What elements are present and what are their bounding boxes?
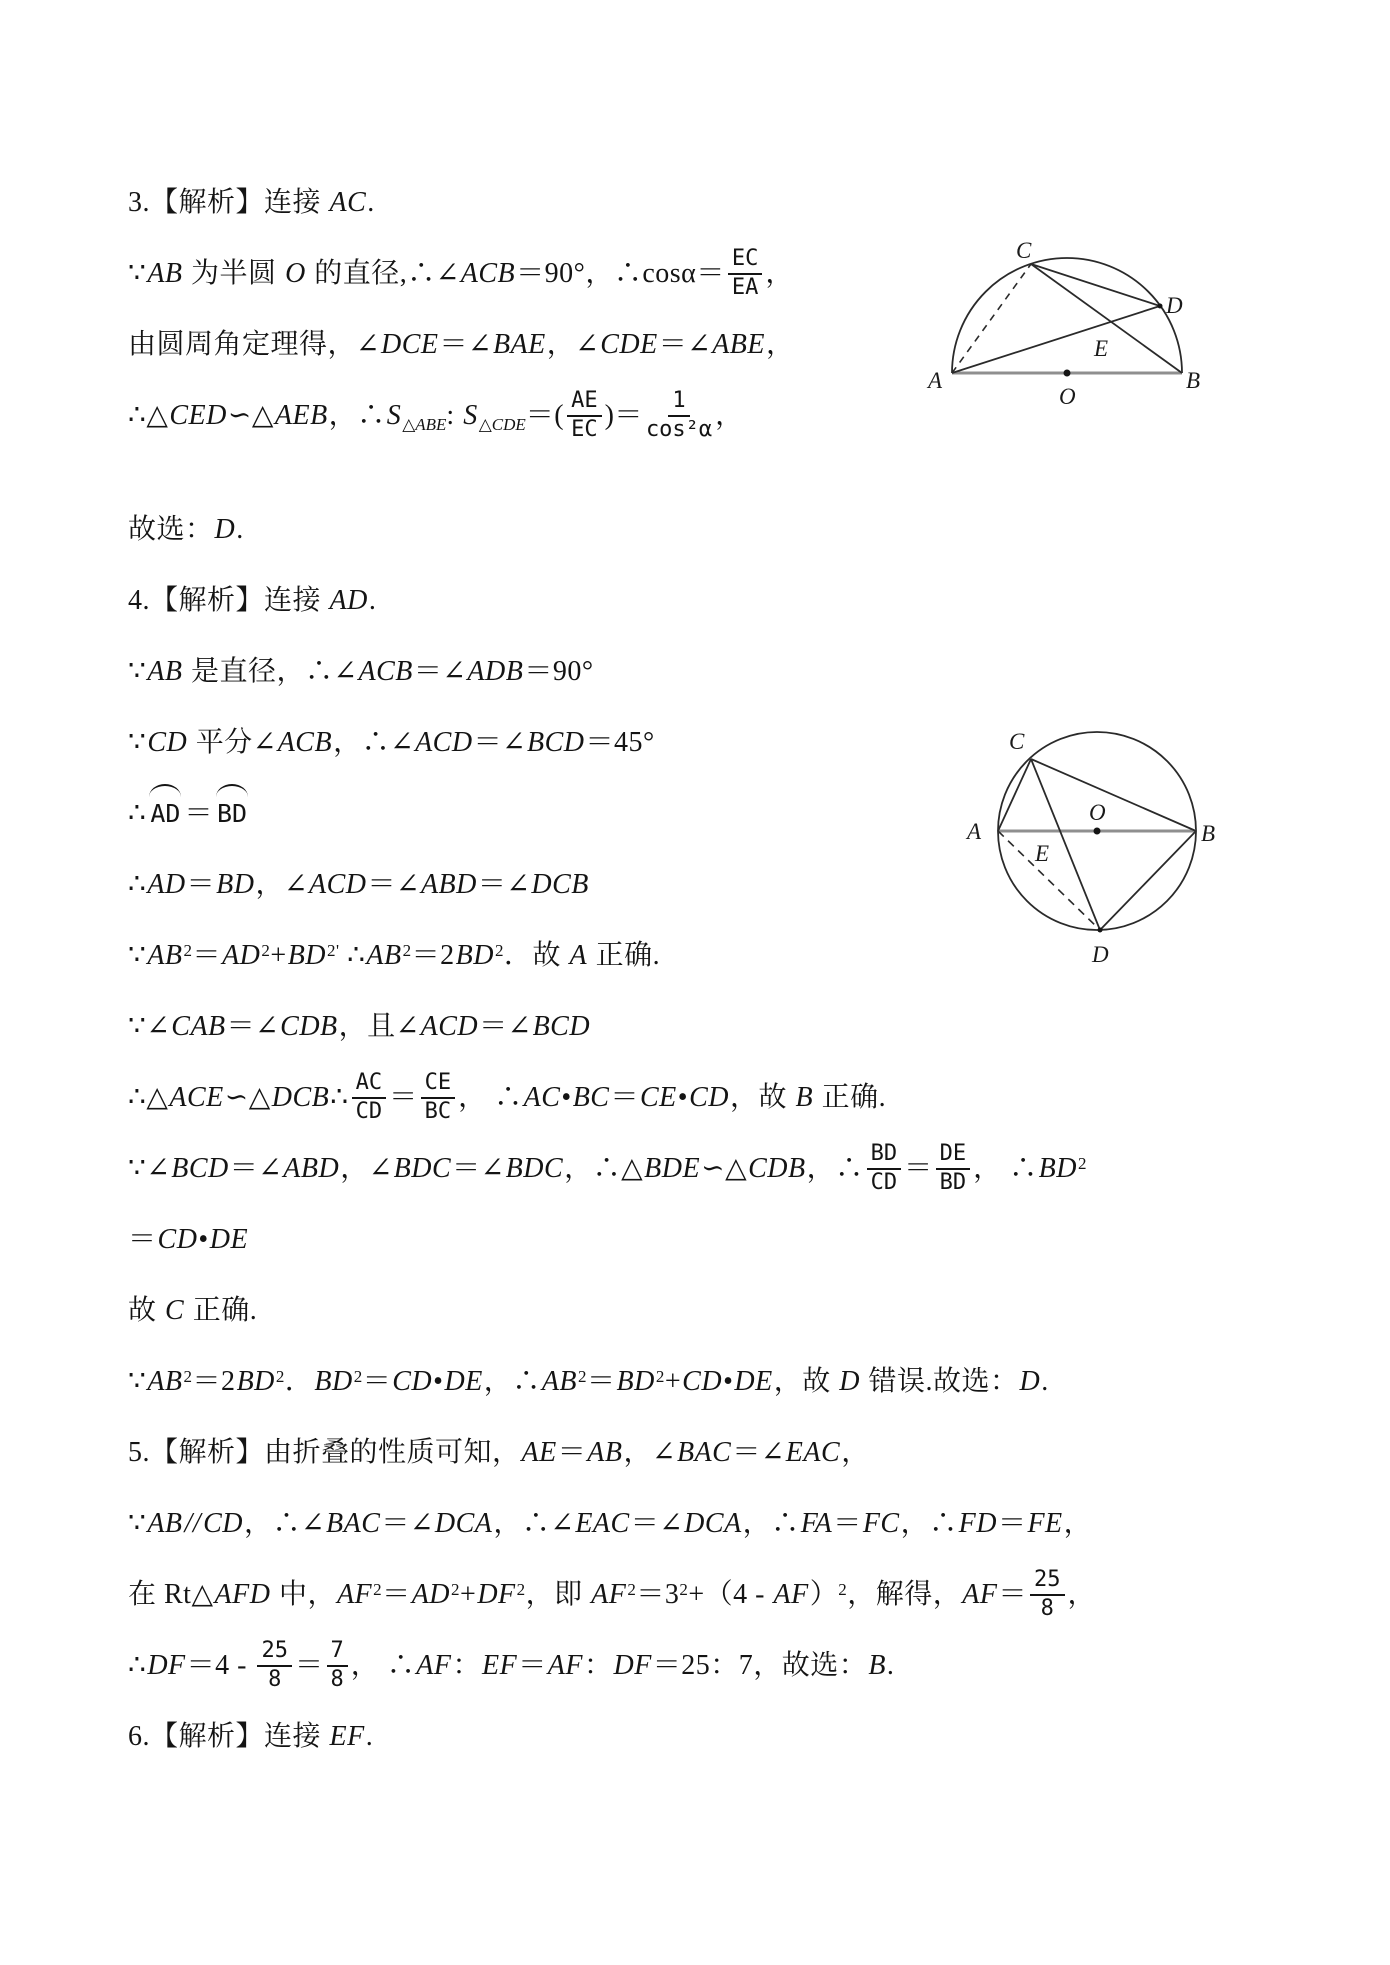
math-segment: DF	[477, 1579, 516, 1610]
math-segment: DE	[444, 1366, 483, 1397]
math-segment: ∴	[128, 798, 147, 829]
math-segment: D	[1019, 1366, 1041, 1397]
math-segment: EF	[329, 1721, 365, 1752]
math-segment: BD	[216, 869, 255, 900]
math-segment: .	[886, 1650, 895, 1681]
math-segment: •	[433, 1366, 444, 1397]
math-segment: DCB	[531, 869, 589, 900]
math-segment: ABE	[712, 329, 765, 360]
math-segment: $\frac{CE}{BC}$	[421, 1071, 456, 1124]
math-segment: BDC	[505, 1153, 564, 1184]
math-segment: BAC	[325, 1508, 381, 1539]
math-segment: D	[839, 1366, 860, 1397]
math-segment: BD	[1038, 1153, 1077, 1184]
math-segment: 2	[402, 941, 412, 960]
math-segment: ＝3	[636, 1579, 680, 1610]
math-segment: ＝	[587, 1366, 616, 1397]
math-segment: ，	[1063, 1508, 1093, 1539]
math-segment: ，∴	[742, 1508, 800, 1539]
math-segment: 2	[578, 1367, 588, 1386]
math-segment: $S_{\triangle ABE}$	[386, 400, 447, 434]
math-segment: CD	[392, 1366, 433, 1397]
math-segment: 2	[516, 1580, 526, 1599]
math-segment: ，∴∠	[244, 1508, 325, 1539]
math-segment: AFD	[214, 1579, 271, 1610]
math-segment: BCD	[171, 1153, 229, 1184]
math-segment: //	[184, 1508, 202, 1539]
math-segment: ＝∠	[658, 329, 712, 360]
math-segment: ＝	[184, 798, 213, 829]
math-segment: ＝	[518, 1650, 547, 1681]
point-label-o: O	[1059, 384, 1076, 409]
math-segment: 平分∠	[188, 727, 277, 758]
math-segment: ＝∠	[439, 329, 492, 360]
math-segment: CE	[640, 1082, 677, 1113]
math-segment: $\frac{1}{\text{cos²α}}$	[645, 387, 713, 442]
sol5-step1	[128, 1503, 1360, 1545]
sol4-step10	[128, 1361, 1360, 1403]
math-segment: ＝90°	[524, 656, 594, 687]
math-segment: ＝∠	[732, 1437, 785, 1468]
math-segment: C	[165, 1295, 185, 1326]
math-segment: 2	[494, 941, 504, 960]
sol5-intro	[128, 1432, 1360, 1474]
math-segment: •	[198, 1224, 209, 1255]
math-segment: FC	[862, 1508, 900, 1539]
math-segment: ＝∠	[381, 1508, 434, 1539]
sol4-intro	[128, 580, 1360, 622]
math-segment: EF	[482, 1650, 518, 1681]
math-segment: ，∠	[255, 869, 308, 900]
center-dot-o	[1094, 828, 1101, 835]
math-segment: 错误.故选：	[860, 1366, 1019, 1397]
point-label-d: D	[1092, 942, 1109, 967]
math-segment: AD	[222, 940, 261, 971]
sol3-answer	[128, 509, 1360, 551]
math-segment: 2	[679, 1580, 689, 1599]
math-segment: 故选：	[128, 514, 214, 545]
math-segment: BCD	[527, 727, 585, 758]
math-segment: ＝45°	[585, 727, 655, 758]
point-label-d: D	[1166, 293, 1183, 318]
math-segment: DF	[147, 1650, 186, 1681]
math-segment: ＝	[904, 1153, 933, 1184]
math-segment: BD	[236, 1366, 275, 1397]
math-segment: ＝(	[525, 400, 565, 431]
math-segment: 正确.	[588, 940, 661, 971]
math-segment: CD	[203, 1508, 244, 1539]
math-segment: ， ∴	[350, 1650, 416, 1681]
math-segment: ，	[765, 258, 794, 289]
math-segment: $\frac{25}{8}$	[257, 1639, 292, 1692]
math-segment: ＝	[362, 1366, 392, 1397]
math-segment: FD	[958, 1508, 997, 1539]
math-segment: AD	[329, 585, 368, 616]
math-segment: ∵	[128, 656, 147, 687]
math-segment: AD	[147, 869, 186, 900]
math-segment: 由圆周角定理得，∠	[128, 329, 380, 360]
math-segment: B	[795, 1082, 814, 1113]
math-segment: ＝∠	[452, 1153, 505, 1184]
math-segment: $\frac{AE}{EC}$	[567, 389, 602, 442]
math-segment: ，∴	[806, 1153, 864, 1184]
math-segment: AE	[521, 1437, 557, 1468]
math-segment: ＝∠	[367, 869, 420, 900]
math-segment: CED	[169, 400, 227, 431]
math-segment: ∴△	[128, 400, 169, 431]
math-segment: ∴	[339, 940, 366, 971]
math-segment: ∽△	[227, 400, 274, 431]
chord-ca	[998, 759, 1031, 831]
sol4-step1	[128, 651, 1360, 693]
math-segment: ＝	[128, 1224, 157, 1255]
math-segment: ACB	[277, 727, 333, 758]
math-segment: ∴	[128, 1650, 147, 1681]
math-segment: .	[365, 1721, 374, 1752]
math-segment: ， ∴	[973, 1153, 1038, 1184]
math-segment: DE	[734, 1366, 773, 1397]
math-segment: :	[446, 400, 463, 431]
math-segment: ACD	[308, 869, 367, 900]
point-label-o: O	[1089, 800, 1106, 825]
math-segment: ∵∠	[128, 1011, 171, 1042]
math-segment: ＝25：7，故选：	[652, 1650, 868, 1681]
math-segment: AB	[147, 1366, 183, 1397]
math-segment: ，∴	[483, 1366, 541, 1397]
math-segment: 2	[655, 1367, 665, 1386]
math-segment: AB	[147, 258, 183, 289]
math-segment: .	[1041, 1366, 1049, 1397]
math-segment: ＝	[997, 1508, 1027, 1539]
math-segment: ∴	[128, 869, 147, 900]
math-segment: ，∴	[328, 400, 386, 431]
math-segment: ＝	[998, 1579, 1027, 1610]
math-segment: 2	[261, 941, 271, 960]
math-segment: ∴△	[128, 1082, 169, 1113]
math-segment: 中，	[271, 1579, 336, 1610]
sol5-step3	[128, 1637, 1360, 1692]
math-segment: 的直径,∴∠	[306, 258, 460, 289]
sol3-intro	[128, 182, 1360, 224]
math-segment: BD	[455, 940, 494, 971]
math-segment: ∵	[128, 1508, 147, 1539]
math-segment: ．	[284, 1366, 314, 1397]
point-label-a: A	[967, 819, 982, 844]
math-segment: ＝	[833, 1508, 862, 1539]
math-segment: 3.【解析】连接	[128, 187, 329, 218]
math-segment: ，∠	[623, 1437, 676, 1468]
math-segment: AB	[147, 1508, 183, 1539]
math-segment: $S_{\triangle CDE}$	[463, 400, 526, 434]
math-segment: ＝	[192, 940, 222, 971]
math-segment: BDC	[393, 1153, 452, 1184]
math-segment: B	[868, 1650, 886, 1681]
math-segment: •	[561, 1082, 572, 1113]
math-segment: EAC	[575, 1508, 630, 1539]
math-segment: ， ∴	[458, 1082, 523, 1113]
math-segment: 故	[128, 1295, 165, 1326]
math-segment: D	[214, 514, 236, 545]
math-segment: CDB	[280, 1011, 338, 1042]
math-segment: DE	[209, 1224, 249, 1255]
math-segment: $\frac{25}{8}$	[1030, 1568, 1065, 1621]
math-segment: ∴	[330, 1082, 349, 1113]
point-dot-d	[1158, 304, 1163, 309]
math-segment: DCA	[684, 1508, 742, 1539]
point-label-a: A	[928, 368, 943, 393]
math-segment: ，	[841, 1437, 870, 1468]
math-segment: ，∠	[340, 1153, 393, 1184]
math-segment: ∵	[128, 727, 147, 758]
math-segment: ACE	[169, 1082, 224, 1113]
math-segment: CDE	[600, 329, 658, 360]
math-segment: ＝2	[192, 1366, 236, 1397]
math-segment: +（4 -	[688, 1579, 773, 1610]
math-segment: BC	[572, 1082, 610, 1113]
math-segment: BAE	[492, 329, 546, 360]
math-segment: CDB	[748, 1153, 806, 1184]
math-segment: ，故	[773, 1366, 839, 1397]
math-segment: ＝	[186, 869, 216, 900]
math-segment: $\frac{7}{8}$	[327, 1639, 348, 1692]
math-segment: ∵	[128, 940, 147, 971]
math-segment: BDE	[644, 1153, 701, 1184]
math-segment: 是直径，∴∠	[183, 656, 358, 687]
math-segment: AF	[416, 1650, 452, 1681]
math-segment: A	[569, 940, 588, 971]
math-segment: BAC	[676, 1437, 732, 1468]
math-segment: +	[664, 1366, 682, 1397]
math-segment: ＝∠	[473, 727, 527, 758]
math-segment: CD	[682, 1366, 723, 1397]
math-segment: AC	[329, 187, 367, 218]
math-segment: 2	[451, 1580, 461, 1599]
math-segment: 2'	[327, 941, 340, 960]
math-segment: BD	[616, 1366, 655, 1397]
math-segment: BD	[287, 940, 327, 971]
math-segment: ＝∠	[630, 1508, 684, 1539]
point-label-e: E	[1035, 841, 1050, 866]
math-segment: BCD	[532, 1011, 591, 1042]
math-segment: AF	[773, 1579, 809, 1610]
sol4-step9	[128, 1290, 1360, 1332]
math-segment: ，	[766, 329, 795, 360]
math-segment: ，∴∠	[333, 727, 415, 758]
math-segment: ，∠	[546, 329, 600, 360]
point-label-e: E	[1094, 336, 1109, 361]
math-segment: 2	[183, 941, 193, 960]
math-segment: 正确.	[185, 1295, 258, 1326]
math-segment: ＝∠	[477, 869, 531, 900]
math-segment: EAC	[785, 1437, 841, 1468]
math-segment: AF	[547, 1650, 583, 1681]
math-segment: ，解得，	[847, 1579, 962, 1610]
math-segment: )＝	[604, 400, 643, 431]
math-segment: ：	[583, 1650, 613, 1681]
math-segment: AD	[411, 1579, 451, 1610]
math-segment: ＝	[294, 1650, 324, 1681]
math-segment: ＝	[610, 1082, 639, 1113]
math-segment: ＝∠	[479, 1011, 532, 1042]
math-segment: ＝∠	[226, 1011, 280, 1042]
math-segment: 在 Rt△	[128, 1579, 214, 1610]
math-segment: ，∴∠	[493, 1508, 575, 1539]
point-label-b: B	[1186, 368, 1201, 393]
point-label-c: C	[1016, 238, 1032, 263]
chord-ad	[952, 306, 1160, 373]
math-segment: CD	[157, 1224, 198, 1255]
math-segment: DCE	[380, 329, 439, 360]
math-segment: ＝∠	[413, 656, 467, 687]
math-segment: ＝	[389, 1082, 418, 1113]
math-segment: +	[270, 940, 287, 971]
sol4-step8b	[128, 1219, 1360, 1261]
math-segment: 为半圆	[183, 258, 285, 289]
math-segment: 2	[838, 1580, 848, 1599]
math-segment: CD	[147, 727, 188, 758]
math-segment: ：	[452, 1650, 481, 1681]
sol5-step2	[128, 1566, 1360, 1621]
math-segment: ＝4 -	[186, 1650, 255, 1681]
math-segment: AEB	[274, 400, 328, 431]
math-segment: ，且∠	[338, 1011, 420, 1042]
math-segment: ADB	[467, 656, 524, 687]
math-segment: 2	[373, 1580, 383, 1599]
math-segment: AC	[523, 1082, 561, 1113]
math-segment: ABD	[420, 869, 477, 900]
math-segment: ∽△	[224, 1082, 271, 1113]
math-segment: •	[723, 1366, 734, 1397]
math-segment: AB	[147, 656, 183, 687]
math-segment: CD	[689, 1082, 729, 1113]
center-dot-o	[1064, 370, 1071, 377]
math-segment: $\frac{BD}{CD}$	[867, 1142, 902, 1195]
math-segment: .	[368, 585, 377, 616]
math-segment: ，	[1067, 1579, 1097, 1610]
math-segment: $\frac{AC}{CD}$	[352, 1071, 387, 1124]
math-segment: DCA	[434, 1508, 493, 1539]
sol4-step6	[128, 1006, 1360, 1048]
math-segment: ．故	[503, 940, 569, 971]
math-segment: ＝2	[411, 940, 455, 971]
math-segment: ∵	[128, 258, 147, 289]
math-segment: 4.【解析】连接	[128, 585, 329, 616]
math-segment: 5.【解析】由折叠的性质可知，	[128, 1437, 521, 1468]
math-segment: 正确.	[814, 1082, 887, 1113]
math-segment: ACB	[460, 258, 516, 289]
math-segment: ABD	[283, 1153, 340, 1184]
math-segment: ，	[715, 400, 744, 431]
math-segment: AD	[150, 793, 180, 835]
math-segment: ）	[809, 1579, 839, 1610]
math-segment: ACD	[420, 1011, 479, 1042]
math-segment: 2	[183, 1367, 193, 1386]
math-segment: 2	[1077, 1154, 1087, 1173]
math-segment: AF	[336, 1579, 373, 1610]
math-segment: AB	[541, 1366, 578, 1397]
math-segment: ，∴△	[564, 1153, 644, 1184]
point-label-b: B	[1201, 821, 1216, 846]
math-segment: ACB	[358, 656, 413, 687]
semicircle-diagram	[920, 230, 1320, 415]
math-segment: 2	[275, 1367, 285, 1386]
math-segment: ，即	[525, 1579, 591, 1610]
math-segment: $\frac{EC}{EA}$	[728, 247, 763, 300]
math-segment: ∵	[128, 1366, 147, 1397]
math-segment: $\frac{DE}{BD}$	[936, 1142, 971, 1195]
math-segment: ＝∠	[229, 1153, 283, 1184]
math-segment: +	[460, 1579, 477, 1610]
math-segment: ACD	[415, 727, 473, 758]
math-segment: ＝	[382, 1579, 411, 1610]
math-segment: BD	[217, 793, 247, 835]
math-segment: BD	[314, 1366, 353, 1397]
math-segment: FA	[800, 1508, 833, 1539]
math-segment: ∽△	[701, 1153, 748, 1184]
math-segment: CAB	[171, 1011, 226, 1042]
math-segment: 6.【解析】连接	[128, 1721, 329, 1752]
math-segment: AB	[147, 940, 183, 971]
math-segment: ＝90°，∴cosα＝	[516, 258, 725, 289]
math-segment: AB	[587, 1437, 623, 1468]
math-segment: FE	[1027, 1508, 1063, 1539]
solution-text	[128, 182, 1360, 1787]
math-segment: DF	[613, 1650, 652, 1681]
sol4-step7	[128, 1069, 1360, 1124]
math-segment: O	[285, 258, 306, 289]
math-segment: ，故	[730, 1082, 795, 1113]
math-segment: •	[677, 1082, 689, 1113]
point-dot-d	[1098, 928, 1103, 933]
math-segment: DCB	[271, 1082, 330, 1113]
point-label-c: C	[1009, 729, 1025, 754]
math-segment: AF	[962, 1579, 998, 1610]
sol4-step8	[128, 1140, 1360, 1195]
sol6-intro	[128, 1716, 1360, 1758]
math-segment: 2	[353, 1367, 363, 1386]
math-segment: .	[236, 514, 244, 545]
circle-diagram	[955, 700, 1245, 975]
math-segment: ∵∠	[128, 1153, 171, 1184]
math-segment: ＝	[557, 1437, 587, 1468]
math-segment: 2	[627, 1580, 637, 1599]
math-segment: AB	[366, 940, 402, 971]
math-segment: AF	[591, 1579, 627, 1610]
math-segment: .	[367, 187, 375, 218]
math-segment: ，∴	[900, 1508, 958, 1539]
dashed-chord-ac	[952, 264, 1031, 373]
